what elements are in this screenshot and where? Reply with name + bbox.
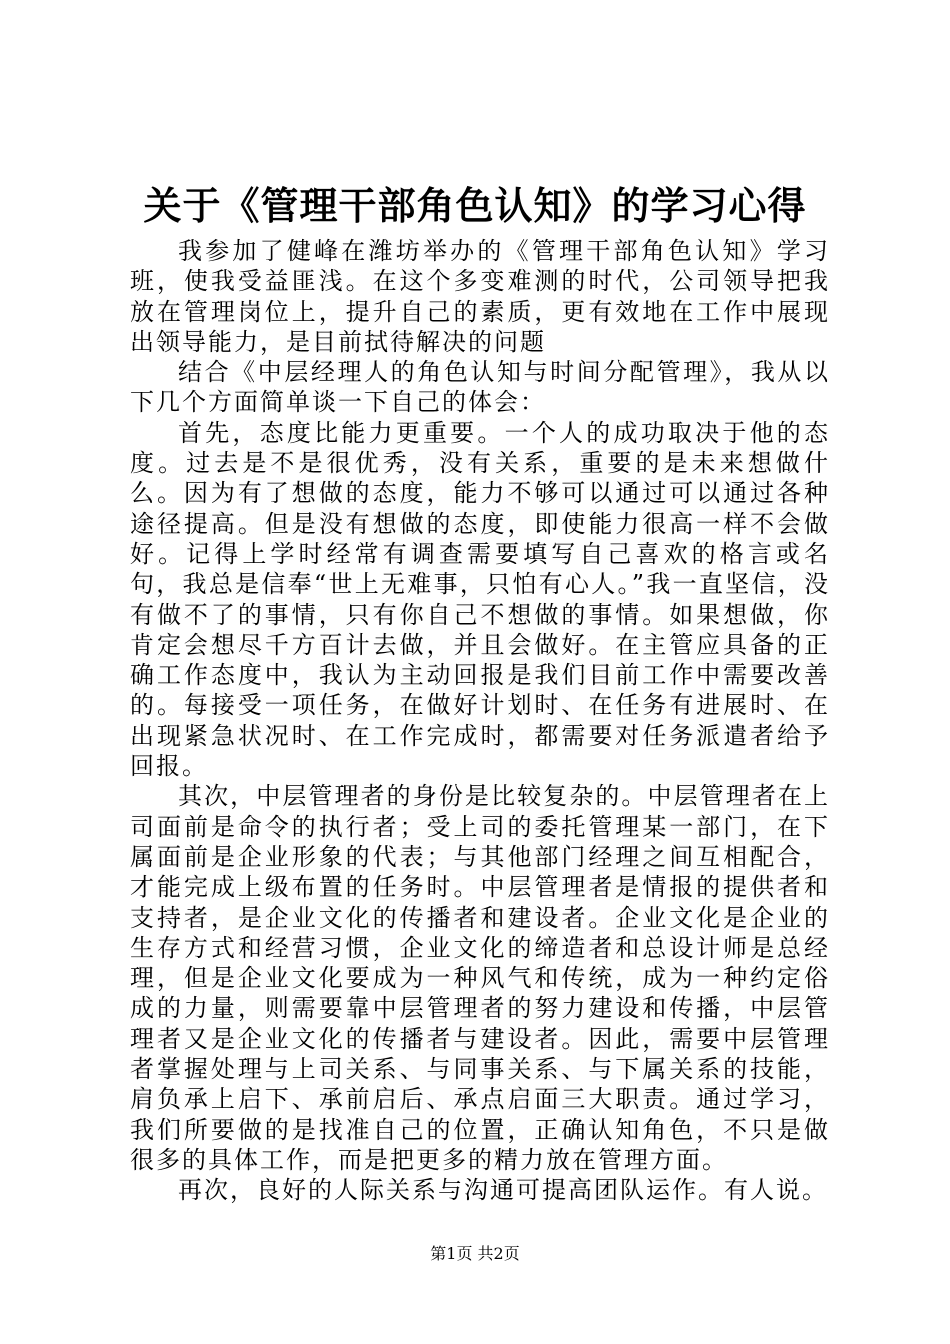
document-body [130, 236, 830, 1206]
paragraph-1: 我参加了健峰在潍坊举办的《管理干部角色认知》学习班，使我受益匪浅。在这个多变难测的时代，公司领导把我放在管理岗位上，提升自己的素质，更有效地在工作中展现出领导能力，是目前拭待解决的问题 [130, 237, 830, 356]
paragraph-4: 其次，中层管理者的身份是比较复杂的。中层管理者在上司面前是命令的执行者；受上司的委托管理某一部门，在下属面前是企业形象的代表；与其他部门经理之间互相配合，才能完成上级布置的任务时。中层管理者是情报的提供者和支持者，是企业文化的传播者和建设者。企业文化是企业的生存方式和经营习惯，企业文化的缔造者和总设计师是总经理，但是企业文化要成为一种风气和传统，成为一种约定俗成的力量，则需要靠中层管理者的努力建设和传播，中层管理者又是企业文化的传播者与建设者。因此，需要中层管理者掌握处理与上司关系、与同事关系、与下属关系的技能，肩负承上启下、承前启后、承点启面三大职责。通过学习，我们所要做的是找准自己的位置，正确认知角色，不只是做很多的具体工作，而是把更多的精力放在管理方面。 [130, 782, 830, 1174]
paragraph-5: 再次，良好的人际关系与沟通可提高团队运作。有人说。 [178, 1176, 828, 1205]
paragraph-3: 首先，态度比能力更重要。一个人的成功取决于他的态度。过去是不是很优秀，没有关系，重要的是未来想做什么。因为有了想做的态度，能力不够可以通过可以通过各种途径提高。但是没有想做的态度，即使能力很高一样不会做好。记得上学时经常有调查需要填写自己喜欢的格言或名句，我总是信奉“世上无难事，只怕有心人。”我一直坚信，没有做不了的事情，只有你自己不想做的事情。如果想做，你肯定会想尽千方百计去做，并且会做好。在主管应具备的正确工作态度中，我认为主动回报是我们目前工作中需要改善的。每接受一项任务，在做好计划时、在任务有进展时、在出现紧急状况时、在工作完成时，都需要对任务派遣者给予回报。 [130, 418, 830, 781]
page-footer: 第1页 共2页 [430, 1244, 520, 1263]
document-title: 关于《管理干部角色认知》的学习心得 [143, 183, 807, 228]
paragraph-2: 结合《中层经理人的角色认知与时间分配管理》，我从以下几个方面简单谈一下自己的体会： [130, 358, 830, 417]
